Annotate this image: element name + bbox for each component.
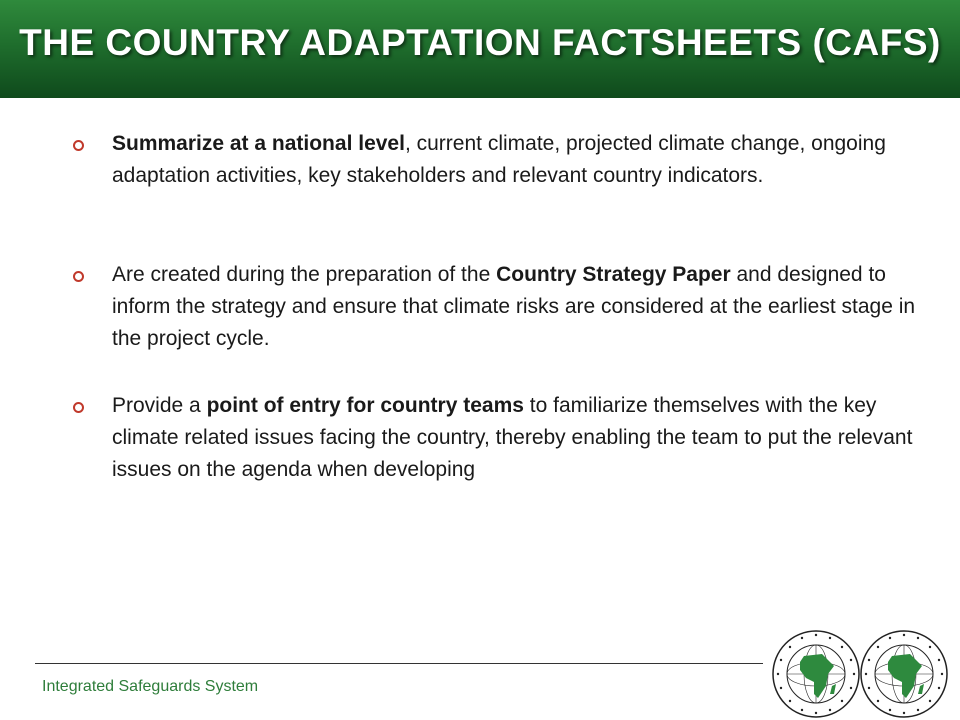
slide-title: THE COUNTRY ADAPTATION FACTSHEETS (CAFS) (19, 22, 941, 63)
circle-bullet-icon (73, 271, 84, 282)
bullet-body: and designed to inform the strategy and ensure that climate risks are considered at the earliest stage in the project cycle. (112, 263, 916, 350)
bullet-emphasis: point of entry for country teams (206, 394, 524, 417)
bullet-text (112, 128, 924, 192)
bullet-body: , current climate, projected climate change, ongoing adaptation activities, key stakeholders and relevant country indicators. (112, 132, 886, 187)
bullet-emphasis: Country Strategy Paper (496, 263, 731, 286)
bullet-body: to familiarize themselves with the key climate related issues facing the country, thereby enabling the team to put the relevant issues on the agenda when developing (112, 394, 913, 481)
bullet-text (112, 390, 924, 486)
circle-bullet-icon (73, 402, 84, 413)
footer-divider (35, 663, 763, 664)
title-bar (0, 0, 960, 98)
afdb-bank-logo-icon (770, 628, 862, 720)
bullet-body: Provide a (112, 394, 207, 417)
bullet-text (112, 259, 924, 355)
circle-bullet-icon (73, 140, 84, 151)
footer-label: Integrated Safeguards System (42, 678, 259, 695)
bullet-body: Are created during the preparation of the (112, 263, 497, 286)
afdf-fund-logo-icon (858, 628, 950, 720)
bullet-emphasis: Summarize at a national level (112, 132, 405, 155)
